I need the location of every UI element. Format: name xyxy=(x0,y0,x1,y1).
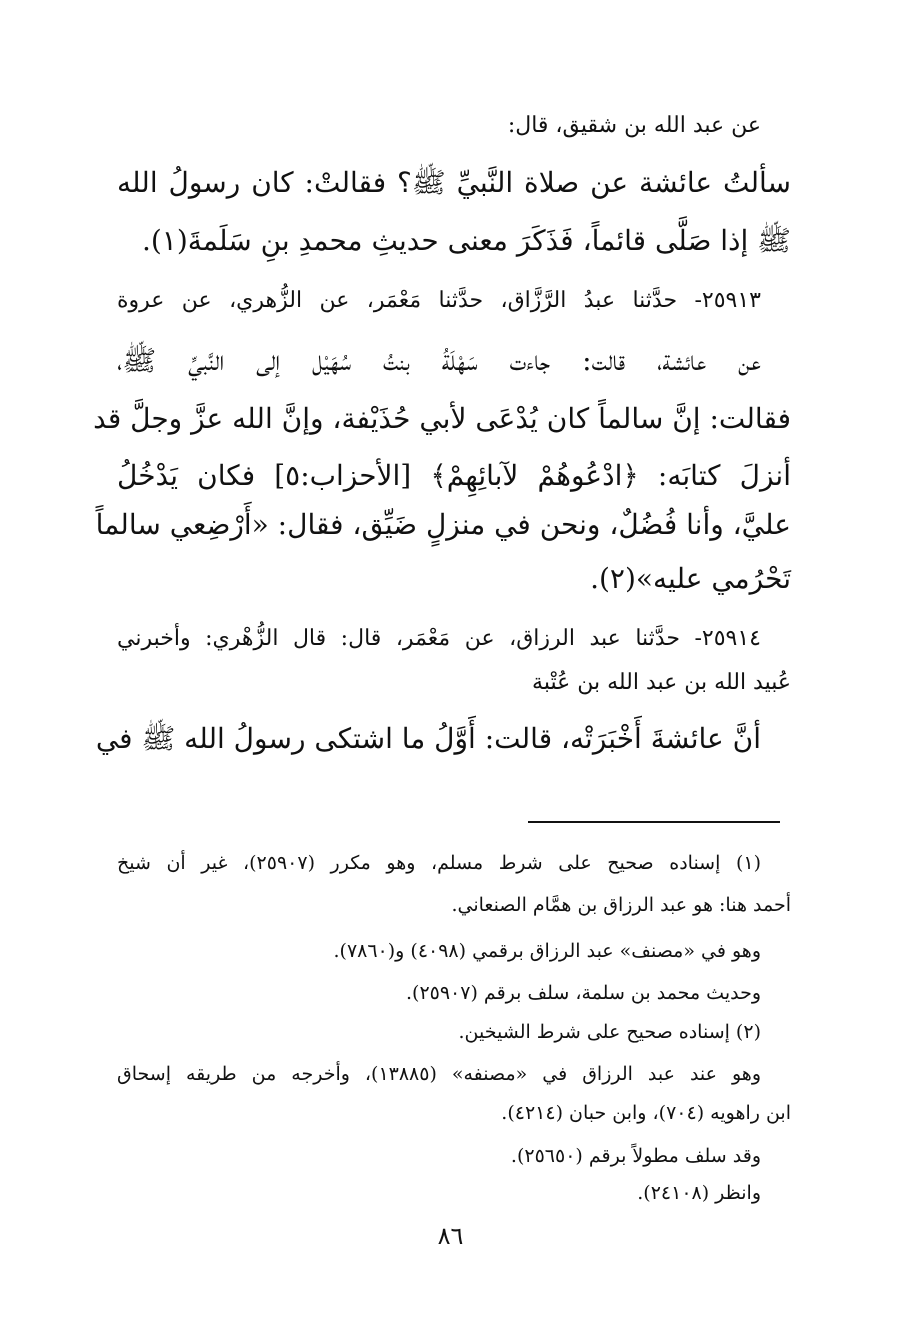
paragraph-2-line-3: أنزلَ كتابَه: ﴿ادْعُوهُمْ لآبائِهِمْ﴾ [الأحزاب:٥] فكان يَدْخُلُ xyxy=(117,459,791,492)
paragraph-2-line-1: عن عائشة، قالت: جاءت سَهْلَةُ بنتُ سُهَيْل إلى النَّبيِّ ﷺ، xyxy=(117,344,761,377)
footnote-line-3: وهو في «مصنف» عبد الرزاق برقمي (٤٠٩٨) و(٧٨٦٠). xyxy=(333,940,761,962)
intro-line: عن عبد الله بن شقيق، قال: xyxy=(507,113,761,138)
footnote-line-7: ابن راهويه (٧٠٤)، وابن حبان (٤٢١٤). xyxy=(501,1102,791,1124)
footnote-line-6: وهو عند عبد الرزاق في «مصنفه» (١٣٨٨٥)، وأخرجه من طريقه إسحاق xyxy=(117,1063,761,1085)
footnote-line-8: وقد سلف مطولاً برقم (٢٥٦٥٠). xyxy=(510,1145,761,1167)
paragraph-1-line-2: ﷺ إذا صَلَّى قائماً، فَذَكَرَ معنى حديثِ محمدِ بنِ سَلَمةَ(١). xyxy=(141,224,791,257)
footnote-line-4: وحديث محمد بن سلمة، سلف برقم (٢٥٩٠٧). xyxy=(405,982,761,1004)
paragraph-3-line-1: أنَّ عائشةَ أَخْبَرَتْه، قالت: أَوَّلُ ما اشتكى رسولُ الله ﷺ في xyxy=(95,722,761,755)
footnote-line-5: (٢) إسناده صحيح على شرط الشيخين. xyxy=(458,1021,761,1043)
footnote-line-2: أحمد هنا: هو عبد الرزاق بن همَّام الصنعاني. xyxy=(451,894,791,916)
footnote-line-1: (١) إسناده صحيح على شرط مسلم، وهو مكرر (٢٥٩٠٧)، غير أن شيخ xyxy=(117,852,761,874)
paragraph-2-line-5: تَحْرُمي عليه»(٢). xyxy=(590,562,791,595)
hadith-25913-header: ٢٥٩١٣- حدَّثنا عبدُ الرَّزَّاق، حدَّثنا مَعْمَر، عن الزُّهري، عن عروة xyxy=(117,288,761,313)
footnote-line-9: وانظر (٢٤١٠٨). xyxy=(637,1182,761,1204)
paragraph-2-line-2: فقالت: إنَّ سالماً كان يُدْعَى لأبي حُذَيْفة، وإنَّ الله عزَّ وجلَّ قد xyxy=(93,402,791,435)
paragraph-1-line-1: سألتُ عائشة عن صلاة النَّبيِّ ﷺ؟ فقالتْ: كان رسولُ الله xyxy=(117,166,791,199)
paragraph-2-line-4: عليَّ، وأنا فُضُلٌ، ونحن في منزلٍ ضَيِّق، فقال: «أَرْضِعي سالماً xyxy=(95,508,791,541)
hadith-25914-header-line-2: عُبيد الله بن عبد الله بن عُتْبة xyxy=(532,670,791,695)
page-number: ٨٦ xyxy=(437,1222,464,1250)
footnote-divider xyxy=(528,821,780,823)
hadith-25914-header-line-1: ٢٥٩١٤- حدَّثنا عبد الرزاق، عن مَعْمَر، قال: قال الزُّهْري: وأخبرني xyxy=(117,626,761,651)
